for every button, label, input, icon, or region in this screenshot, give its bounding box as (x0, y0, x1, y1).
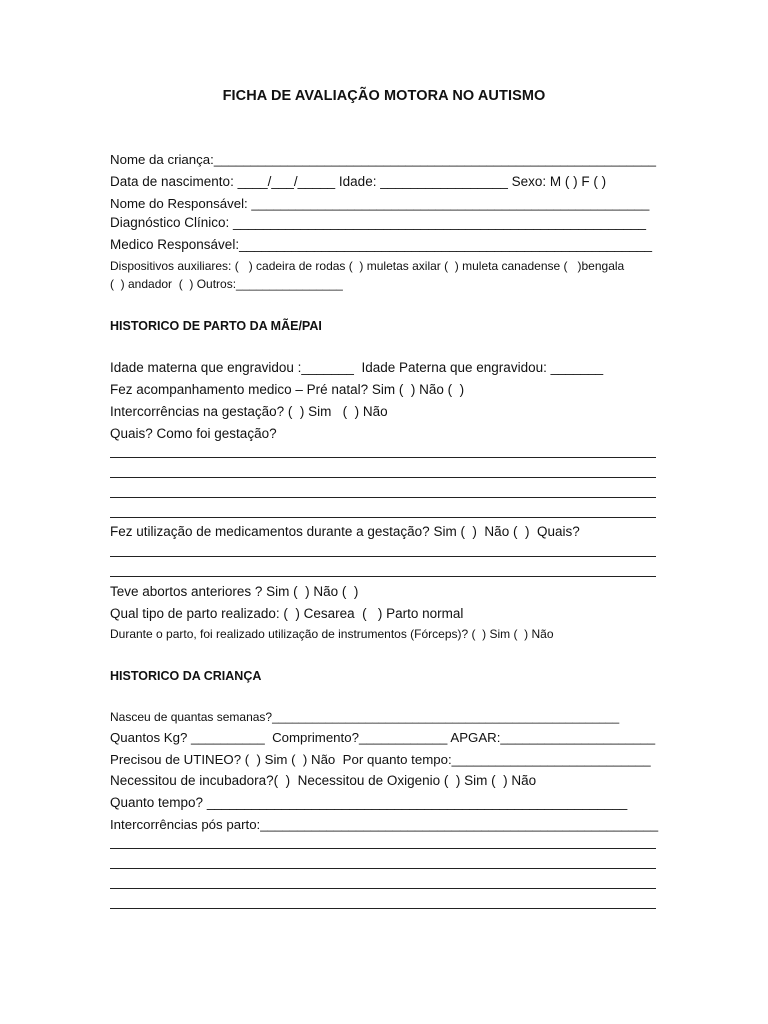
clinical-diagnosis-field[interactable]: Diagnóstico Clínico: _______________________________________________________ (110, 215, 646, 230)
weight-length-apgar-field[interactable]: Quantos Kg? __________ Comprimento?____________ APGAR:_____________________ (110, 730, 656, 745)
pregnancy-complications-question[interactable]: Intercorrências na gestação? ( ) Sim ( ) Não (110, 404, 388, 419)
answer-line[interactable] (110, 908, 656, 909)
answer-line[interactable] (110, 888, 656, 889)
answer-line[interactable] (110, 868, 656, 869)
gestational-weeks-field[interactable]: Nasceu de quantas semanas?____________________________________________________ (110, 710, 620, 724)
child-name-field[interactable]: Nome da criança:____________________________________________________________ (110, 152, 656, 167)
duration-field[interactable]: Quanto tempo? ________________________________________________________ (110, 795, 628, 810)
child-history-heading: HISTORICO DA CRIANÇA (110, 669, 262, 683)
answer-line[interactable] (110, 576, 656, 577)
previous-abortions-question[interactable]: Teve abortos anteriores ? Sim ( ) Não ( ) (110, 584, 359, 599)
birth-history-heading: HISTORICO DE PARTO DA MÃE/PAI (110, 319, 322, 333)
delivery-type-question[interactable]: Qual tipo de parto realizado: ( ) Cesarea ( ) Parto normal (110, 606, 464, 621)
assistive-devices-line-1[interactable]: Dispositivos auxiliares: ( ) cadeira de rodas ( ) muletas axilar ( ) muleta canadense ( )bengala (110, 259, 625, 273)
medication-question[interactable]: Fez utilização de medicamentos durante a gestação? Sim ( ) Não ( ) Quais? (110, 524, 580, 539)
answer-line[interactable] (110, 517, 656, 518)
form-title: FICHA DE AVALIAÇÃO MOTORA NO AUTISMO (222, 88, 546, 104)
prenatal-question[interactable]: Fez acompanhamento medico – Pré natal? Sim ( ) Não ( ) (110, 382, 465, 397)
pregnancy-details-question: Quais? Como foi gestação? (110, 426, 277, 441)
answer-line[interactable] (110, 457, 656, 458)
incubator-oxygen-question[interactable]: Necessitou de incubadora?( ) Necessitou de Oxigenio ( ) Sim ( ) Não (110, 773, 537, 788)
responsible-doctor-field[interactable]: Medico Responsável:_______________________________________________________ (110, 237, 653, 252)
birth-date-age-sex-field[interactable]: Data de nascimento: ____/___/_____ Idade: _________________ Sexo: M ( ) F ( ) (110, 174, 607, 189)
parental-age-field[interactable]: Idade materna que engravidou :_______ Idade Paterna que engravidou: _______ (110, 360, 604, 375)
answer-line[interactable] (110, 848, 656, 849)
postpartum-complications-field[interactable]: Intercorrências pós parto:______________________________________________________ (110, 817, 659, 832)
answer-line[interactable] (110, 556, 656, 557)
forceps-question[interactable]: Durante o parto, foi realizado utilização de instrumentos (Fórceps)? ( ) Sim ( ) Não (110, 627, 554, 641)
assistive-devices-line-2[interactable]: ( ) andador ( ) Outros:________________ (110, 277, 343, 291)
answer-line[interactable] (110, 497, 656, 498)
guardian-name-field[interactable]: Nome do Responsável: ______________________________________________________ (110, 196, 650, 211)
answer-line[interactable] (110, 477, 656, 478)
nicu-question[interactable]: Precisou de UTINEO? ( ) Sim ( ) Não Por quanto tempo:___________________________ (110, 752, 651, 767)
